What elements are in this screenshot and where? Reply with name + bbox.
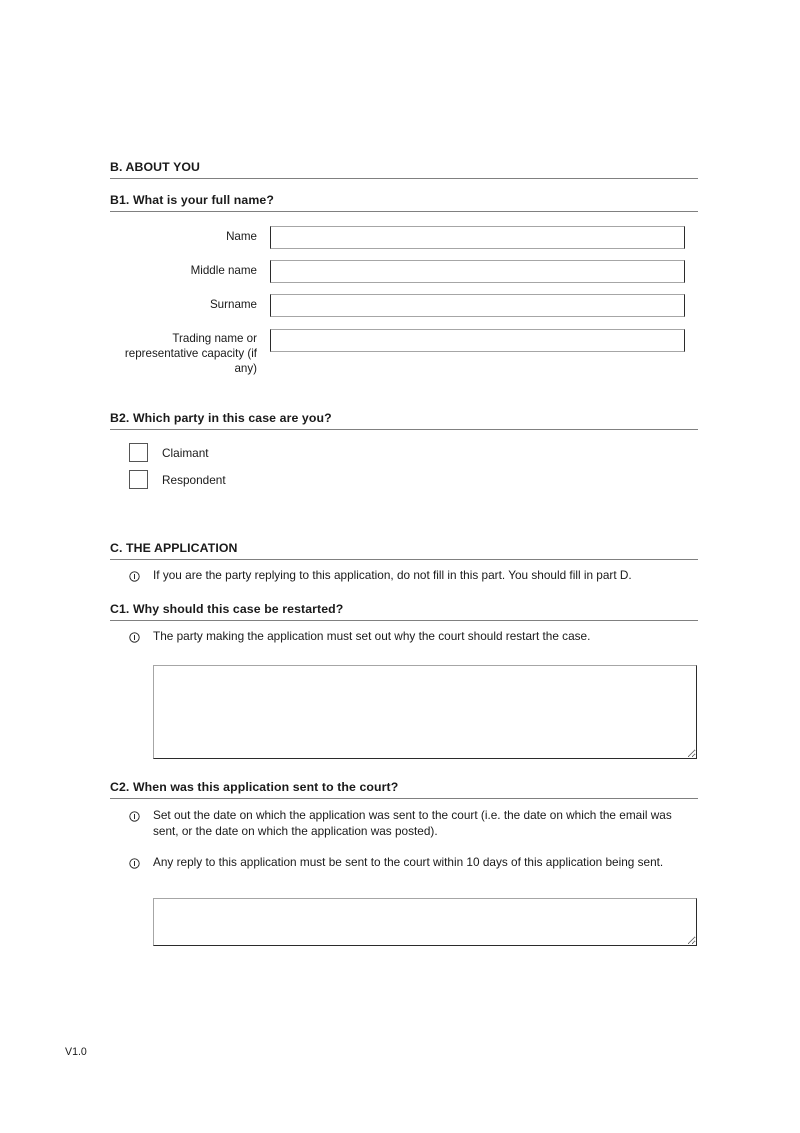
note-text-section-c: If you are the party replying to this application, do not fill in this part. You should fill in part D. <box>153 568 632 582</box>
option-label-claimant: Claimant <box>162 445 209 460</box>
option-row-respondent[interactable] <box>110 466 698 493</box>
question-heading-b1: B1. What is your full name? <box>110 193 698 212</box>
checkbox-respondent[interactable] <box>129 470 148 489</box>
info-icon <box>129 632 140 643</box>
c1-answer-textarea[interactable] <box>153 665 697 759</box>
question-heading-b2: B2. Which party in this case are you? <box>110 411 698 430</box>
section-heading-c: C. THE APPLICATION <box>110 541 698 560</box>
note-c2-second <box>110 855 698 871</box>
info-icon <box>129 571 140 582</box>
field-label-trading-name: Trading name or representative capacity (if any) <box>124 332 257 375</box>
field-row-middle-name <box>110 260 698 283</box>
trading-name-input[interactable] <box>270 329 685 352</box>
question-heading-c1: C1. Why should this case be restarted? <box>110 602 698 621</box>
middle-name-input[interactable] <box>270 260 685 283</box>
name-input[interactable] <box>270 226 685 249</box>
c2-answer-textarea[interactable] <box>153 898 697 946</box>
note-section-c <box>110 568 698 584</box>
surname-input[interactable] <box>270 294 685 317</box>
field-label-middle-name: Middle name <box>190 264 257 277</box>
field-row-name <box>110 226 698 249</box>
checkbox-claimant[interactable] <box>129 443 148 462</box>
party-options-group <box>110 439 698 493</box>
note-text-c2-first: Set out the date on which the application was sent to the court (i.e. the date on which the email was sent, or the date on which the application was posted). <box>153 808 672 838</box>
info-icon <box>129 858 140 869</box>
note-c2-first <box>110 808 698 839</box>
info-icon <box>129 811 140 822</box>
name-fields-group <box>110 226 698 376</box>
field-row-surname <box>110 294 698 317</box>
question-heading-c2: C2. When was this application sent to the court? <box>110 780 698 799</box>
note-c1 <box>110 629 698 645</box>
option-label-respondent: Respondent <box>162 472 226 487</box>
section-heading-b: B. ABOUT YOU <box>110 160 698 179</box>
document-version-label: V1.0 <box>65 1046 87 1058</box>
field-label-name: Name <box>226 230 257 243</box>
note-text-c1: The party making the application must set out why the court should restart the case. <box>153 628 591 643</box>
option-row-claimant[interactable] <box>110 439 698 466</box>
field-label-surname: Surname <box>209 298 257 311</box>
note-text-c2-second: Any reply to this application must be sent to the court within 10 days of this application being sent. <box>153 855 664 869</box>
field-row-trading-name <box>110 328 698 376</box>
form-content <box>110 160 698 951</box>
